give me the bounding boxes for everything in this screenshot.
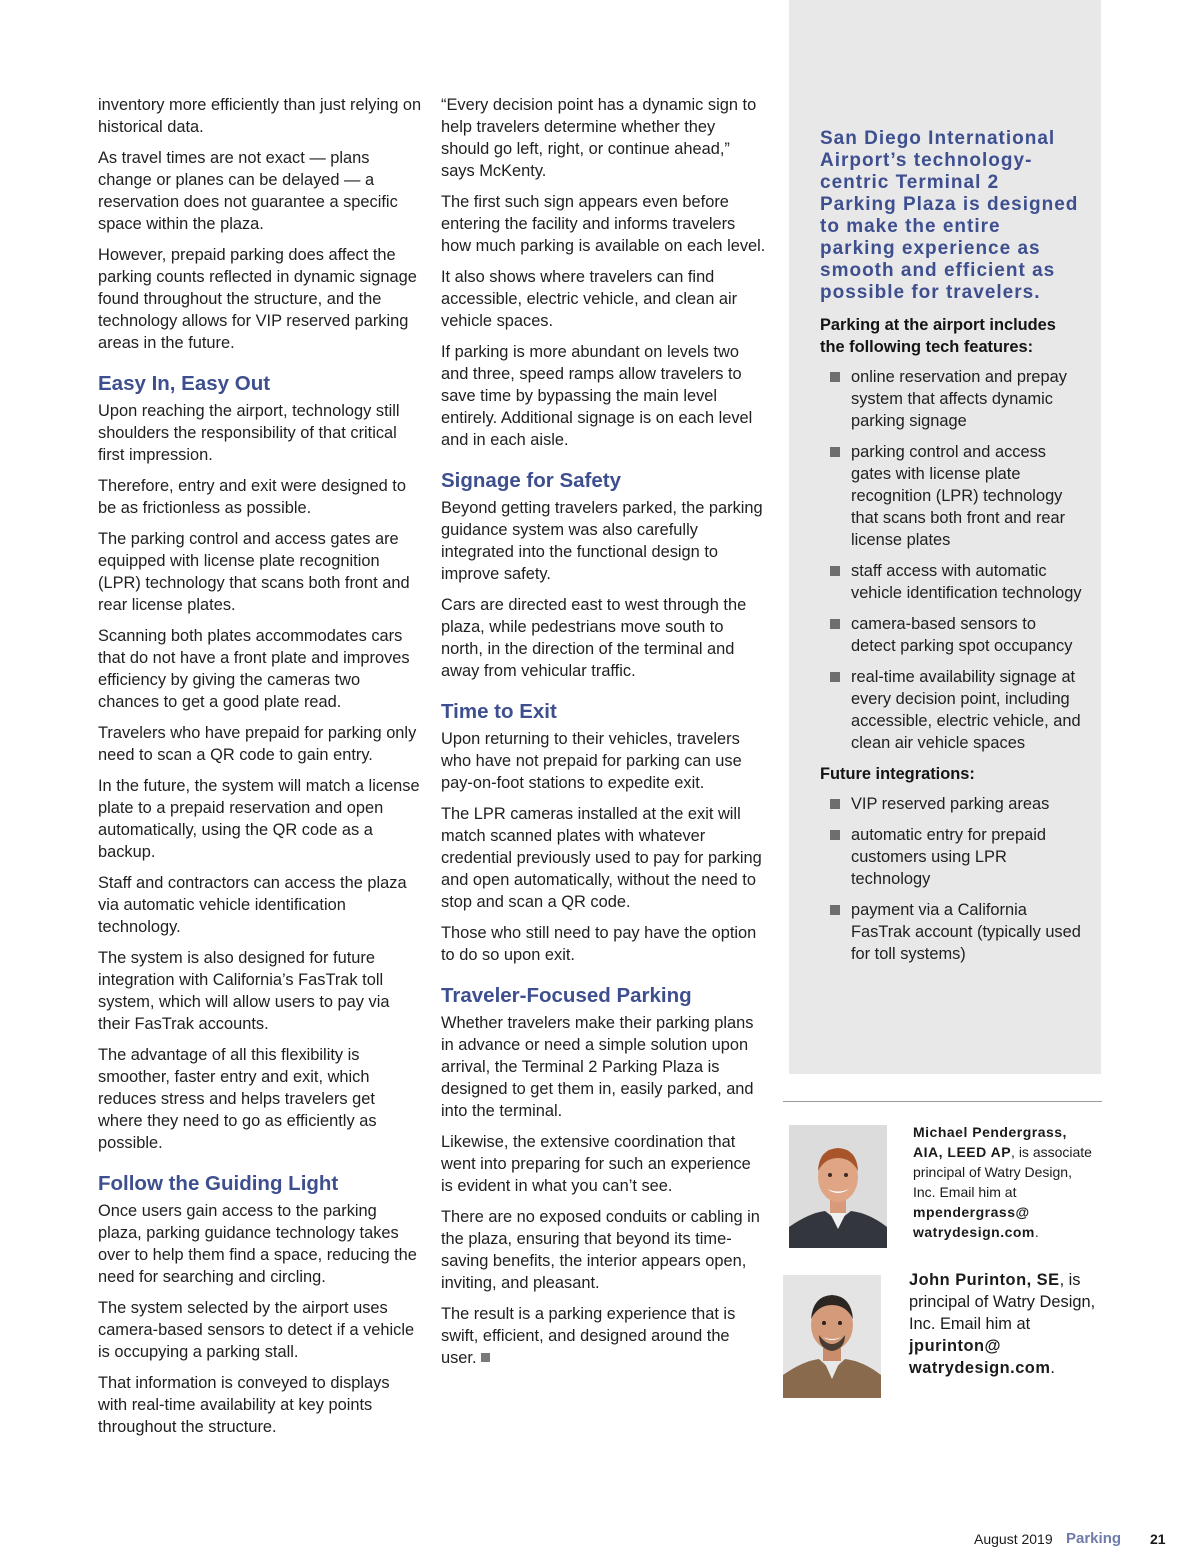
section-heading-time-to-exit: Time to Exit [441,700,557,723]
paragraph: As travel times are not exact — plans change or planes can be delayed — a reservation does not guarantee a specific space within the plaza. [98,149,398,233]
paragraph: In the future, the system will match a license plate to a prepaid reservation and open automatically, using the QR code as a backup. [98,777,420,861]
paragraph: Therefore, entry and exit were designed to be as frictionless as possible. [98,477,406,517]
section-heading-signage-safety: Signage for Safety [441,469,621,492]
article-column-1 [98,94,423,1447]
pull-quote: San Diego International Airport’s technology-centric Terminal 2 Parking Plaza is designed to make the entire parking experience as smooth and efficient as possible for travelers. [820,128,1079,303]
paragraph: Upon returning to their vehicles, travelers who have not prepaid for parking can use pay-on-foot stations to expedite exit. [441,730,742,792]
square-bullet-icon [830,830,840,840]
final-sentence: The result is a parking experience that is swift, efficient, and designed around the user. [441,1305,736,1367]
list-item: camera-based sensors to detect parking spot occupancy [820,613,1082,657]
square-bullet-icon [830,619,840,629]
list-item: automatic entry for prepaid customers using LPR technology [820,824,1082,890]
paragraph: “Every decision point has a dynamic sign to help travelers determine whether they should go left, right, or continue ahead,” says McKenty. [441,96,757,180]
square-bullet-icon [830,799,840,809]
author-email: jpurinton@ watrydesign.com [909,1337,1051,1377]
portrait-image [789,1125,887,1248]
list-item: real-time availability signage at every decision point, including accessible, electric vehicle, and clean air vehicle spaces [820,666,1082,754]
section-heading-traveler-focused: Traveler-Focused Parking [441,984,692,1007]
section-heading-easy-in: Easy In, Easy Out [98,372,271,395]
paragraph: The first such sign appears even before entering the facility and informs travelers how much parking is available on each level. [441,193,766,255]
author-photo-pendergrass [789,1125,887,1248]
paragraph: Upon reaching the airport, technology still shoulders the responsibility of that critical first impression. [98,402,400,464]
paragraph: The system selected by the airport uses camera-based sensors to detect if a vehicle is occupying a parking stall. [98,1299,415,1361]
future-list [820,793,1082,965]
list-item: parking control and access gates with license plate recognition (LPR) technology that scans both front and rear license plates [820,441,1082,551]
paragraph: Whether travelers make their parking plans in advance or need a simple solution upon arrival, the Terminal 2 Parking Plaza is designed to get them in, easily parked, and into the terminal. [441,1014,754,1120]
paragraph: There are no exposed conduits or cabling in the plaza, ensuring that beyond its time-saving benefits, the interior appears open, inviting, and pleasant. [441,1208,760,1292]
article-column-2 [441,94,766,1378]
portrait-image [783,1275,881,1398]
square-bullet-icon [830,372,840,382]
sidebar-panel [789,0,1101,1074]
paragraph: Scanning both plates accommodates cars that do not have a front plate and improves efficiency by giving the cameras two chances to get a good plate read. [98,627,410,711]
paragraph: Staff and contractors can access the plaza via automatic vehicle identification technology. [98,874,407,936]
author-name: John Purinton, SE [909,1271,1060,1289]
footer-date: August 2019 [974,1531,1053,1547]
paragraph: Likewise, the extensive coordination that went into preparing for such an experience is evident in what you can’t see. [441,1133,751,1195]
author-bio-purinton: John Purinton, SE, is principal of Watry Design, Inc. Email him at jpurinton@ watrydesign.com. [909,1271,1096,1377]
paragraph: The system is also designed for future integration with California’s FasTrak toll system, which will allow users to pay via their FasTrak accounts. [98,949,390,1033]
paragraph: The LPR cameras installed at the exit will match scanned plates with whatever credential previously used to pay for parking and open automatically, without the need to stop and scan a QR code. [441,805,762,911]
paragraph: However, prepaid parking does affect the parking counts reflected in dynamic signage found throughout the structure, and the technology allows for VIP reserved parking areas in the future. [98,246,417,352]
paragraph: The advantage of all this flexibility is smoother, faster entry and exit, which reduces stress and helps travelers get where they need to go as efficiently as possible. [98,1046,377,1152]
list-item: VIP reserved parking areas [820,793,1082,815]
paragraph: If parking is more abundant on levels two and three, speed ramps allow travelers to save time by bypassing the main level entirely. Additional signage is on each level and in each aisle. [441,343,753,449]
paragraph: That information is conveyed to displays with real-time availability at key points throughout the structure. [98,1374,390,1436]
author-name: Michael Pendergrass, AIA, LEED AP [913,1124,1067,1160]
future-heading: Future integrations: [820,765,975,783]
footer-magazine-name: Parking [1066,1530,1122,1547]
square-bullet-icon [830,672,840,682]
author-email: mpendergrass@ watrydesign.com [913,1204,1035,1240]
paragraph-final [441,1303,766,1369]
section-heading-guiding-light: Follow the Guiding Light [98,1172,339,1195]
sidebar-content [820,128,1082,974]
divider [783,1101,1102,1102]
paragraph: Cars are directed east to west through the plaza, while pedestrians move south to north, in the direction of the terminal and away from vehicular traffic. [441,596,747,680]
square-bullet-icon [830,905,840,915]
author-photo-purinton [783,1275,881,1398]
list-item: staff access with automatic vehicle identification technology [820,560,1082,604]
paragraph: Travelers who have prepaid for parking only need to scan a QR code to gain entry. [98,724,417,764]
features-heading: Parking at the airport includes the following tech features: [820,316,1056,356]
end-mark-icon [481,1353,490,1362]
page-number: 21 [1150,1531,1166,1547]
list-item: payment via a California FasTrak account (typically used for toll systems) [820,899,1082,965]
paragraph: Those who still need to pay have the option to do so upon exit. [441,924,757,964]
paragraph: Once users gain access to the parking plaza, parking guidance technology takes over to help them find a space, reducing the need for searching and circling. [98,1202,417,1286]
paragraph: The parking control and access gates are equipped with license plate recognition (LPR) technology that scans both front and rear license plates. [98,530,410,614]
paragraph: Beyond getting travelers parked, the parking guidance system was also carefully integrated into the functional design to improve safety. [441,499,763,583]
square-bullet-icon [830,566,840,576]
paragraph: inventory more efficiently than just relying on historical data. [98,96,422,136]
list-item: online reservation and prepay system that affects dynamic parking signage [820,366,1082,432]
features-list [820,366,1082,754]
author-bio-pendergrass: Michael Pendergrass, AIA, LEED AP, is associate principal of Watry Design, Inc. Email him at mpendergrass@ watrydesign.com. [913,1124,1092,1240]
paragraph: It also shows where travelers can find accessible, electric vehicle, and clean air vehicle spaces. [441,268,738,330]
square-bullet-icon [830,447,840,457]
